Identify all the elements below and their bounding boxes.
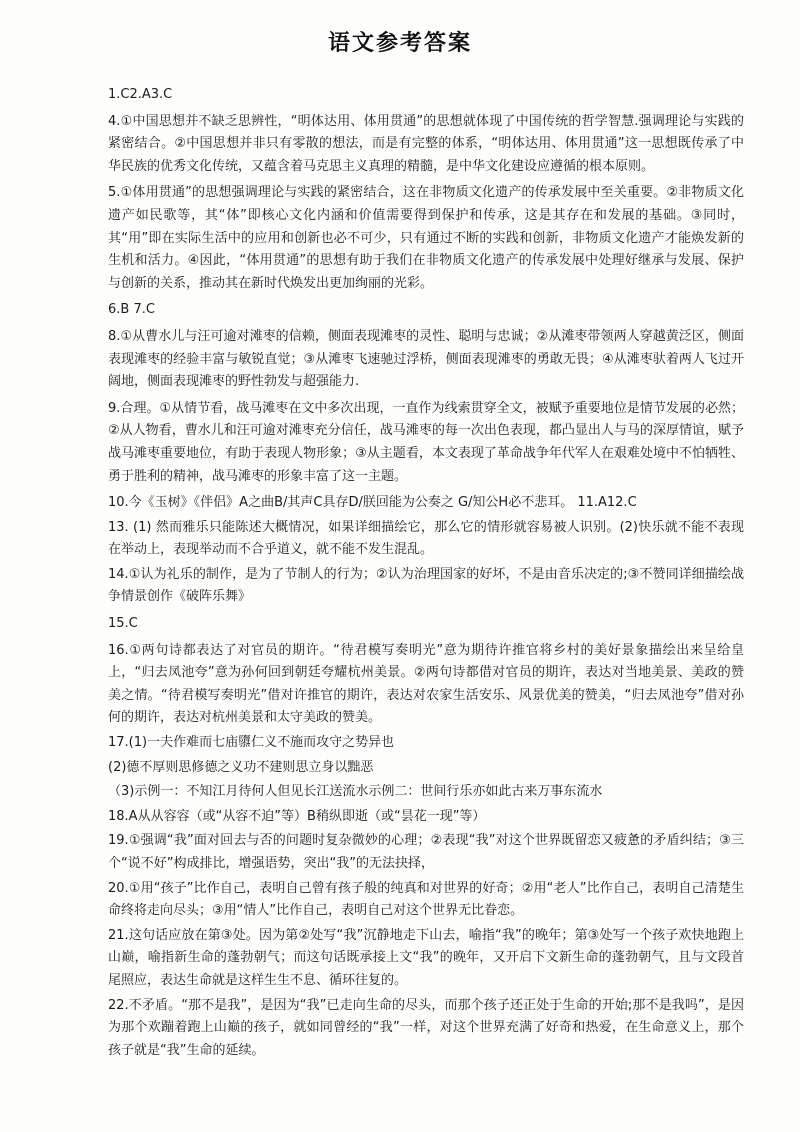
- answer-4: 4.①中国思想并不缺乏思辨性，“明体达用、体用贯通”的思想就体现了中国传统的哲学智慧.强调理论与实践的紧密结合。②中国思想并非只有零散的想法，而是有完整的体系，“明体达用、体用贯通”这一思想既传承了中华民族的优秀文化传统，又蕴含着马克思主义真理的精髓，是中华文化建设应遵循的根本原则。: [108, 113, 744, 174]
- answer-15: 15.C: [108, 616, 138, 632]
- answer-22: 22.不矛盾。“那不是我”，是因为“我”已走向生命的尽头，而那个孩子还正处于生命的开始;那不是我吗”，是因为那个欢蹦着跑上山巅的孩子，就如同曾经的“我”一样，对这个世界充满了好奇和热爱，在生命意义上，那个孩子就是“我”生命的延续。: [108, 997, 744, 1058]
- page-title: 语文参考答案: [327, 31, 472, 56]
- answer-16: 16.①两句诗都表达了对官员的期许。“待君模写奏明光”意为期待许推官将乡村的美好景象描绘出来呈给皇上，“归去凤池夸”意为孙何回到朝廷夸耀杭州美景。②两句诗都借对官员的期许，表达对当地美景、美政的赞美之情。“待君模写奏明光”借对许推官的期许，表达对农家生活安乐、风景优美的赞美，“归去凤池夸”借对孙何的期许，表达对杭州美景和太守美政的赞美。: [108, 642, 744, 726]
- answer-13: 13. (1) 然而雅乐只能陈述大概情况，如果详细描绘它，那么它的情形就容易被人识别。(2)快乐就不能不表现在举动上，表现举动而不合乎道义，就不能不发生混乱。: [108, 519, 744, 558]
- answer-18: 18.A从从容容（或“从容不迫”等）B稍纵即逝（或“昙花一现”等）: [108, 808, 486, 824]
- answer-19: 19.①强调“我”面对回去与否的问题时复杂微妙的心理；②表现“我”对这个世界既留恋又疲惫的矛盾纠结；③三个“说不好”构成排比，增强语势，突出“我”的无法抉择，: [108, 833, 744, 871]
- answer-10-12: 10.今《玉树》《伴侣》A之曲B/其声C具存D/朕回能为公奏之 G/知公H必不悲耳。 11.A12.C: [108, 495, 637, 511]
- answer-6-7: 6.B 7.C: [108, 302, 155, 318]
- answer-list: [108, 84, 744, 1062]
- answer-17-3: （3)示例一：不知江月待何人但见长江送流水示例二：世间行乐亦如此古来万事东流水: [108, 784, 603, 800]
- answer-1-3: 1.C2.A3.C: [108, 87, 173, 102]
- answer-17-1: 17.(1)一夫作难而七庙隳仁义不施而攻守之势异也: [108, 735, 395, 751]
- answer-20: 20.①用“孩子”比作自己，表明自己曾有孩子般的纯真和对世界的好奇；②用“老人”比作自己，表明自己清楚生命终将走向尽头；③用“情人”比作自己，表明自己对这个世界无比眷恋。: [108, 880, 744, 919]
- answer-8: 8.①从曹水儿与汪可逾对滩枣的信赖，侧面表现滩枣的灵性、聪明与忠诚；②从滩枣带领两人穿越黄泛区，侧面表现滩枣的经验丰富与敏锐直觉；③从滩枣飞速驰过浮桥，侧面表现滩枣的勇敢无畏；④从滩枣驮着两人飞过开阔地，侧面表现滩枣的野性勃发与超强能力.: [108, 328, 744, 390]
- answer-5: 5.①体用贯通”的思想强调理论与实践的紧密结合，这在非物质文化遗产的传承发展中至关重要。②非物质文化遗产如民歌等，其“体”即核心文化内涵和价值需要得到保护和传承，这是其存在和发展的基础。③同时，其“用”即在实际生活中的应用和创新也必不可少，只有通过不断的实践和创新，非物质文化遗产才能焕发新的生机和活力。④因此，“体用贯通”的思想有助于我们在非物质文化遗产的传承发展中处理好继承与发展、保护与创新的关系，推动其在新时代焕发出更加绚丽的光彩。: [108, 185, 744, 291]
- answer-21: 21.这句话应放在第③处。因为第②处写“我”沉静地走下山去，喻指“我”的晚年；第③处写一个孩子欢快地跑上山巅，喻指新生命的蓬勃朝气；而这句话既承接上文“我”的晚年，又开启下文新生命的蓬勃朝气，且与文段首尾照应，表达生命就是这样生生不息、循环往复的。: [108, 927, 744, 988]
- answer-9: 9.合理。①从情节看，战马滩枣在文中多次出现，一直作为线索贯穿全文，被赋予重要地位是情节发展的必然；②从人物看，曹水儿和汪可逾对滩枣充分信任，战马滩枣的每一次出色表现，都凸显出人与马的深厚情谊，赋予战马滩枣重要地位，有助于表现人物形象；③从主题看，本文表现了革命战争年代军人在艰难处境中不怕牺牲、勇于胜利的精神，战马滩枣的形象丰富了这一主题。: [108, 400, 744, 484]
- answer-14: 14.①认为礼乐的制作，是为了节制人的行为；②认为治理国家的好坏，不是由音乐决定的;③不赞同详细描绘战争情景创作《破阵乐舞》: [108, 566, 744, 605]
- answer-17-2: (2)德不厚则思修德之义功不建则思立身以黜恶: [108, 759, 374, 775]
